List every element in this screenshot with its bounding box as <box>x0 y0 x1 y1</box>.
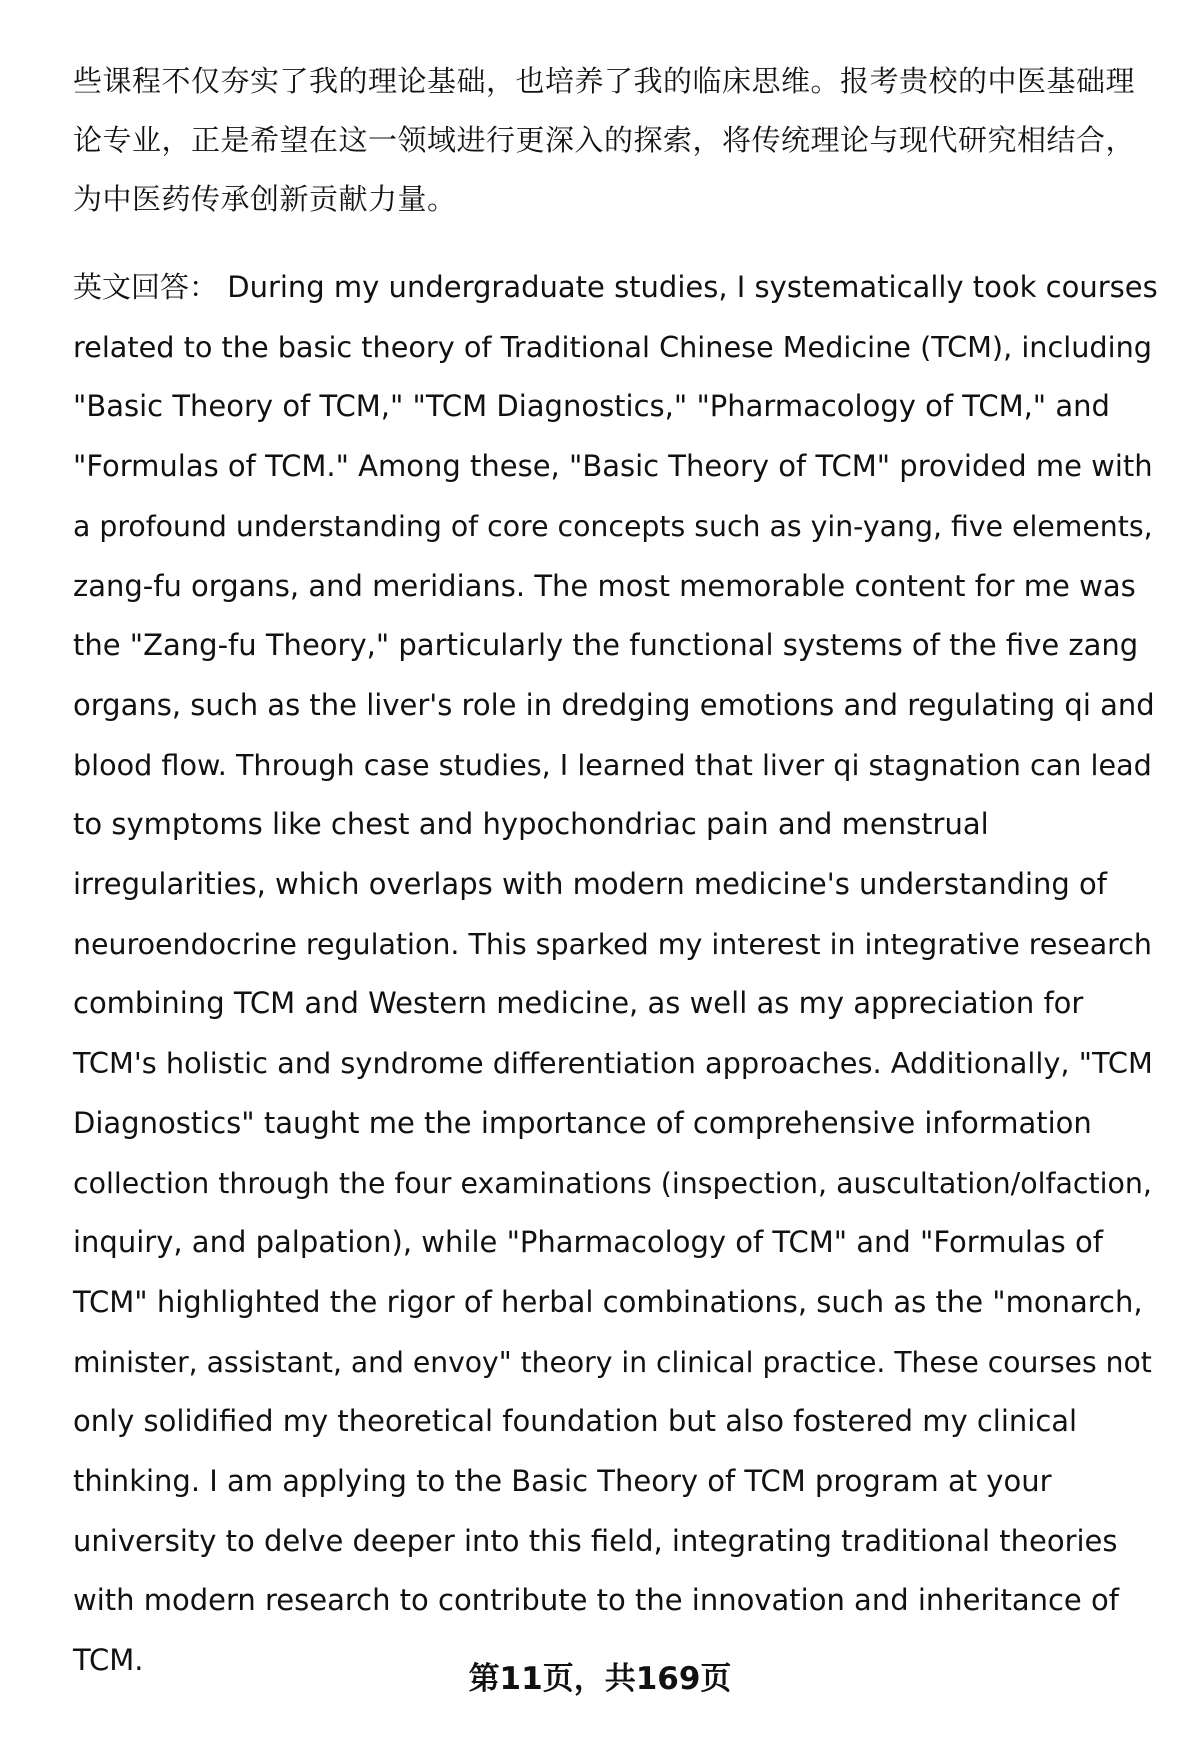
english-line: university to delve deeper into this field, integrating traditional theories <box>73 1523 1118 1558</box>
chinese-line: 为中医药传承创新贡献力量。 <box>73 182 457 216</box>
english-line: a profound understanding of core concepts such as yin-yang, five elements, <box>73 509 1153 543</box>
english-line: neuroendocrine regulation. This sparked my interest in integrative research <box>73 927 1152 961</box>
english-line: "Basic Theory of TCM," "TCM Diagnostics," "Pharmacology of TCM," and <box>73 389 1110 424</box>
english-line: During my undergraduate studies, I systematically took courses <box>227 270 1158 304</box>
chinese-line: 些课程不仅夯实了我的理论基础，也培养了我的临床思维。报考贵校的中医基础理 <box>73 64 1136 98</box>
english-line: organs, such as the liver's role in dredging emotions and regulating qi and <box>73 687 1155 722</box>
english-line: "Formulas of TCM." Among these, "Basic Theory of TCM" provided me with <box>73 449 1153 484</box>
english-line: TCM. <box>73 1643 144 1678</box>
english-line: related to the basic theory of Traditional Chinese Medicine (TCM), including <box>73 329 1152 364</box>
page-number-footer: 第11页，共169页 <box>468 1661 732 1697</box>
english-line: blood flow. Through case studies, I learned that liver qi stagnation can lead <box>73 747 1152 782</box>
english-line: zang-fu organs, and meridians. The most memorable content for me was <box>73 568 1136 603</box>
english-line: TCM" highlighted the rigor of herbal combinations, such as the "monarch, <box>73 1284 1143 1319</box>
english-line: the "Zang-fu Theory," particularly the functional systems of the five zang <box>73 628 1139 663</box>
english-line: collection through the four examinations (inspection, auscultation/olfaction, <box>73 1166 1152 1200</box>
chinese-line: 论专业，正是希望在这一领域进行更深入的探索，将传统理论与现代研究相结合， <box>73 123 1136 157</box>
english-line: minister, assistant, and envoy" theory in clinical practice. These courses not <box>73 1345 1152 1379</box>
english-line: with modern research to contribute to the innovation and inheritance of <box>73 1583 1119 1618</box>
english-line: inquiry, and palpation), while "Pharmacology of TCM" and "Formulas of <box>73 1225 1103 1260</box>
english-line: combining TCM and Western medicine, as well as my appreciation for <box>73 986 1084 1021</box>
english-answer-label: 英文回答： <box>73 270 219 304</box>
english-line: thinking. I am applying to the Basic Theory of TCM program at your <box>73 1464 1052 1499</box>
english-answer-paragraph <box>73 258 1158 1691</box>
english-line: only solidified my theoretical foundation but also fostered my clinical <box>73 1404 1078 1439</box>
english-line: irregularities, which overlaps with modern medicine's understanding of <box>73 867 1108 902</box>
chinese-paragraph <box>73 52 1158 229</box>
english-line: TCM's holistic and syndrome differentiation approaches. Additionally, "TCM <box>73 1046 1153 1081</box>
english-line: to symptoms like chest and hypochondriac pain and menstrual <box>73 807 989 842</box>
english-line: Diagnostics" taught me the importance of comprehensive information <box>73 1105 1092 1140</box>
english-first-line <box>73 258 1158 318</box>
